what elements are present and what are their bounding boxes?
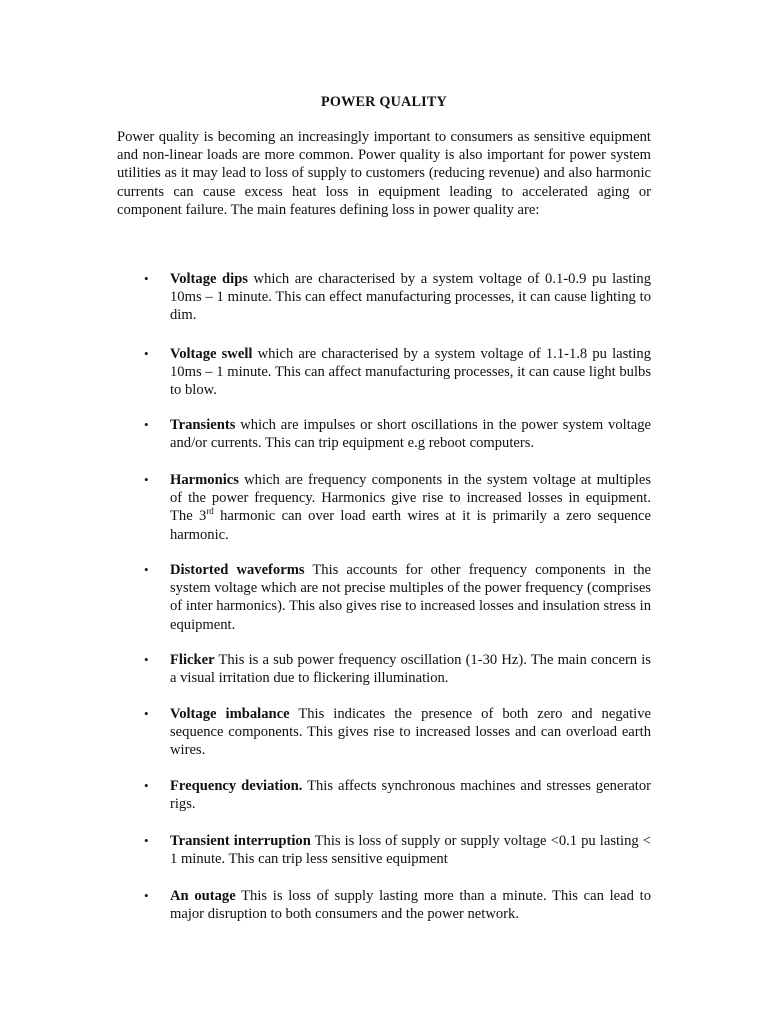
bullet-icon: • [144, 472, 149, 487]
item-term: Flicker [170, 652, 215, 668]
item-superscript: rd [206, 506, 214, 517]
bullet-icon: • [144, 562, 149, 577]
item-term: Distorted waveforms [170, 562, 305, 578]
item-text: which are characterised by a system voltage of 0.1-0.9 pu lasting 10ms – 1 minute. This can effect manufacturing processes, it can cause lighting to dim. [170, 271, 651, 324]
item-term: Harmonics [170, 472, 239, 488]
list-item-voltage-swell [144, 345, 652, 400]
item-term: Transients [170, 417, 236, 433]
item-text: which are characterised by a system voltage of 1.1-1.8 pu lasting 10ms – 1 minute. This can affect manufacturing processes, it can cause light bulbs to blow. [170, 346, 652, 399]
item-term: Voltage imbalance [170, 706, 290, 722]
page-title: POWER QUALITY [321, 94, 447, 110]
item-term: An outage [170, 888, 236, 904]
item-text-continued: harmonic can over load earth wires at it is primarily a zero sequence harmonic. [170, 508, 651, 543]
item-term: Frequency deviation. [170, 778, 303, 794]
list-item-voltage-imbalance [144, 705, 651, 760]
item-text: which are frequency components in the system voltage at multiples of the power frequency. Harmonics give rise to increased losses in equipment. The 3 [170, 472, 651, 525]
item-term: Voltage swell [170, 346, 253, 362]
list-item-harmonics [144, 471, 651, 544]
item-text: This is a sub power frequency oscillation (1-30 Hz). The main concern is a visual irritation due to flickering illumination. [170, 652, 651, 687]
list-item-frequency-deviation [144, 777, 652, 813]
list-item-distorted-waveforms [144, 561, 651, 634]
item-text: This affects synchronous machines and stresses generator rigs. [170, 778, 652, 813]
bullet-icon: • [144, 417, 149, 432]
list-item-transients [144, 416, 651, 452]
bullet-icon: • [144, 652, 149, 667]
list-item-voltage-dips [144, 270, 651, 325]
bullet-icon: • [144, 706, 149, 721]
item-text: This is loss of supply lasting more than a minute. This can lead to major disruption to both consumers and the power network. [170, 888, 651, 923]
item-term: Transient interruption [170, 833, 311, 849]
bullet-icon: • [144, 271, 149, 286]
item-text: This is loss of supply or supply voltage <0.1 pu lasting < 1 minute. This can trip less sensitive equipment [170, 833, 651, 868]
bullet-icon: • [144, 888, 149, 903]
intro-paragraph: Power quality is becoming an increasingly important to consumers as sensitive equipment and non-linear loads are more common. Power quality is also important for power system utilities as it may lead to loss of supply to customers (reducing revenue) and also harmonic currents can cause excess heat loss in equipment leading to accelerated aging or component failure. The main features defining loss in power quality are: [117, 129, 651, 218]
item-term: Voltage dips [170, 271, 248, 287]
list-item-transient-interruption [144, 832, 651, 868]
bullet-icon: • [144, 833, 149, 848]
bullet-icon: • [144, 346, 149, 361]
item-text: This indicates the presence of both zero and negative sequence components. This gives rise to increased losses and can overload earth wires. [170, 706, 651, 759]
item-text: This accounts for other frequency components in the system voltage which are not precise multiples of the power frequency (comprises of inter harmonics). This also gives rise to increased losses and insulation stress in equipment. [170, 562, 651, 633]
bullet-icon: • [144, 778, 149, 793]
list-item-flicker [144, 651, 651, 687]
item-text: which are impulses or short oscillations in the power system voltage and/or currents. This can trip equipment e.g reboot computers. [170, 417, 651, 452]
list-item-an-outage [144, 887, 651, 923]
